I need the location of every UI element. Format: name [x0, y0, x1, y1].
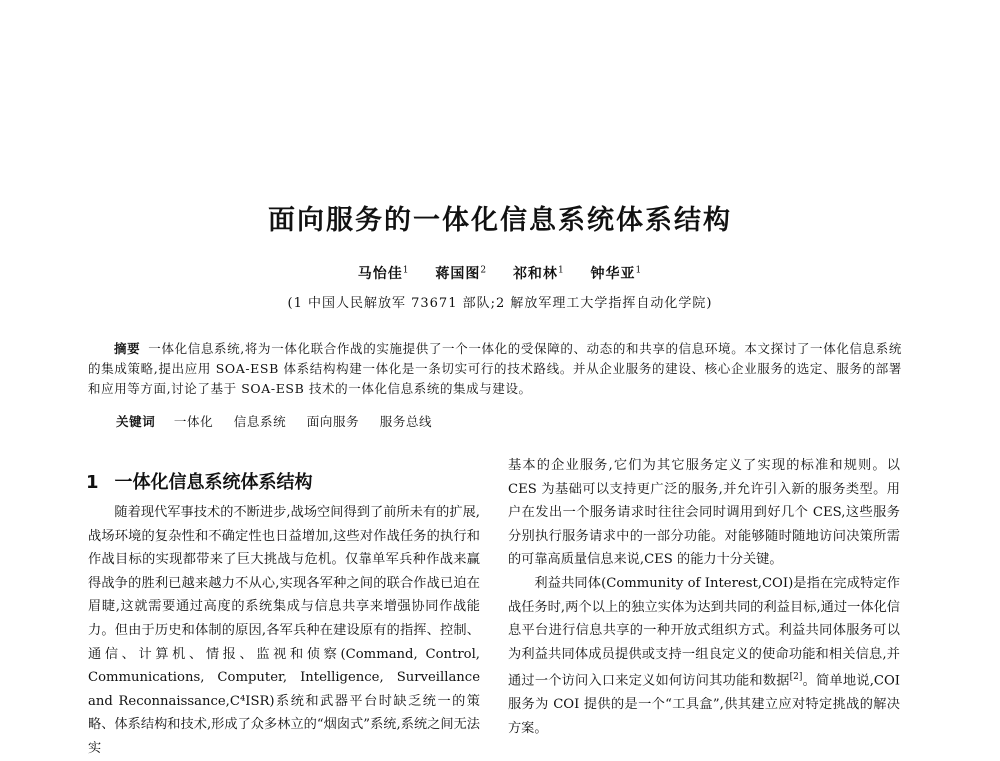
citation-ref: [2]	[789, 672, 803, 683]
keywords-label: 关键词	[116, 414, 156, 429]
affiliation: (1 中国人民解放军 73671 部队;2 解放军理工大学指挥自动化学院)	[287, 296, 713, 311]
abstract-text: 一体化信息系统,将为一体化联合作战的实施提供了一个一体化的受保障的、动态的和共享的信息环境。本文探讨了一体化信息系统的集成策略,提出应用 SOA-ESB 体系结构构建一体化是一条切实可行的技术路线。并从企业服务的建设、核心企业服务的选定、服务的部署和应用等方面,讨论了基于 SOA-ESB 技术的一体化信息系统的集成与建设。	[88, 341, 903, 396]
section-number: 1	[86, 472, 99, 493]
body-paragraph: 基本的企业服务,它们为其它服务定义了实现的标准和规则。以 CES 为基础可以支持更广泛的服务,并允许引入新的服务类型。用户在发出一个服务请求时往往会同时调用到好几个 CES,这些服务分别执行服务请求中的一部分功能。对能够随时随地访问决策所需的可靠高质量信息来说,CES 的能力十分关键。	[508, 458, 900, 568]
abstract	[88, 339, 902, 399]
author: 蒋国图$^2$	[435, 265, 488, 282]
left-column	[88, 501, 480, 761]
keyword: 信息系统	[233, 414, 287, 429]
author: 钟华亚$^1$	[590, 265, 643, 282]
body-paragraph: 随着现代军事技术的不断进步,战场空间得到了前所未有的扩展,战场环境的复杂性和不确定性也日益增加,这些对作战任务的执行和作战目标的实现都带来了巨大挑战与危机。仅靠单军兵种作战来赢得战争的胜利已越来越力不从心,实现各军种之间的联合作战已迫在眉睫,这就需要通过高度的系统集成与信息共享来增强协同作战能力。但由于历史和体制的原因,各军兵种在建设原有的指挥、控制、通信、计算机、情报、监视和侦察(Command, Control, Communications, Computer, Intelligence, Surveillance and Reconnaissance,C⁴ISR)系统和武器平台时缺乏统一的策略、体系结构和技术,形成了众多林立的“烟囱式”系统,系统之间无法实	[88, 505, 480, 756]
author: 马怡佳$^1$	[357, 265, 410, 282]
keyword: 面向服务	[306, 414, 360, 429]
right-column	[508, 454, 900, 741]
author: 祁和林$^1$	[512, 265, 565, 282]
abstract-label: 摘要	[114, 341, 141, 356]
author-list	[0, 263, 1000, 283]
section-title: 一体化信息系统体系结构	[114, 472, 313, 493]
keyword: 一体化	[173, 414, 214, 429]
paper-title: 面向服务的一体化信息系统体系结构	[268, 205, 732, 236]
keyword: 服务总线	[379, 414, 433, 429]
body-paragraph: 利益共同体(Community of Interest,COI)是指在完成特定作战任务时,两个以上的独立实体为达到共同的利益目标,通过一体化信息平台进行信息共享的一种开放式组织方式。利益共同体服务可以为利益共同体成员提供或支持一组良定义的使命功能和相关信息,并通过一个访问入口来定义如何访问其功能和数据[2]。简单地说,COI 服务为 COI 提供的是一个“工具盒”,供其建立应对特定挑战的解决方案。	[508, 575, 900, 736]
section-heading	[86, 468, 313, 494]
keywords	[116, 412, 448, 430]
